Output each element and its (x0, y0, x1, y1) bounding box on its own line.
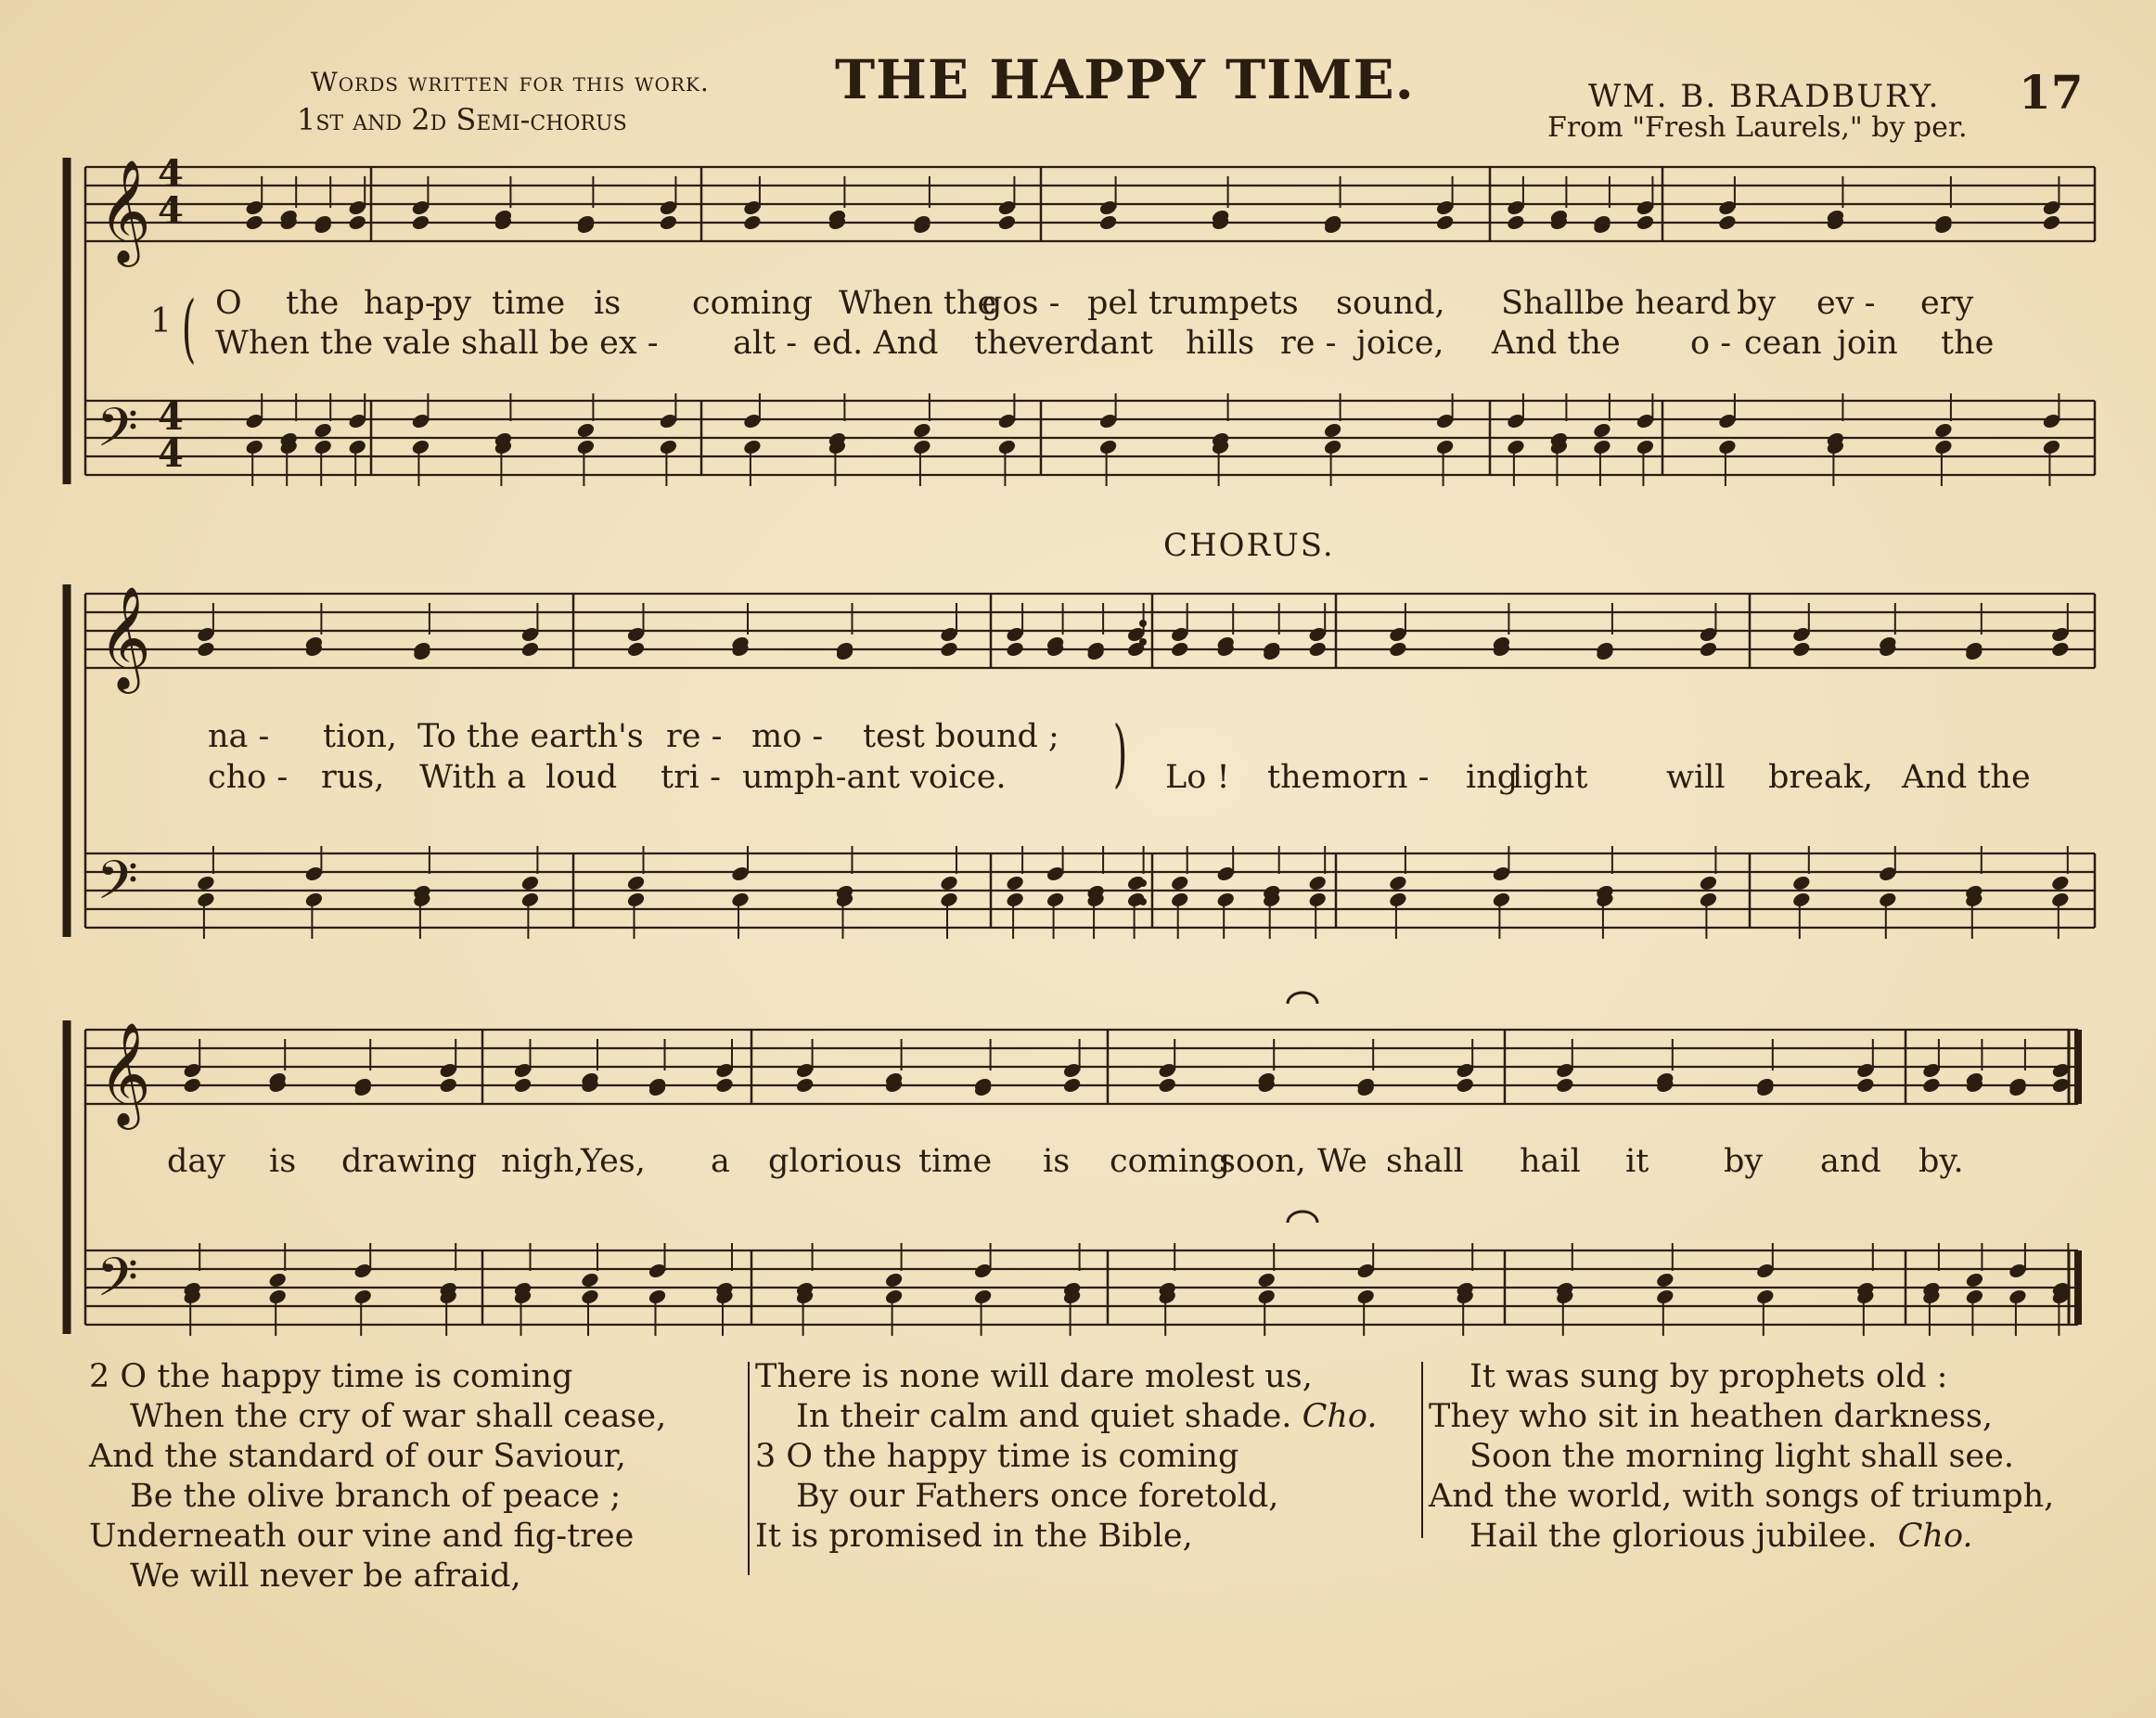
clefs (96, 159, 151, 1322)
lyric-syllable: is (1043, 1143, 1071, 1180)
verse-line: 3 O the happy time is coming (755, 1438, 1239, 1475)
chorus-cue: Cho. (1897, 1518, 1973, 1555)
lyric-syllable: re - (666, 718, 723, 755)
time-signature-treble (158, 152, 184, 233)
note-head (996, 213, 1017, 231)
treble-clef: 𝄞 (98, 1021, 151, 1125)
lyric-syllable: pel (1087, 285, 1138, 322)
note-head (1388, 874, 1408, 891)
lyric-syllable: a (711, 1143, 730, 1180)
lyric-syllable: the (286, 285, 340, 322)
verse-line: Soon the morning light shall see. (1469, 1438, 2014, 1475)
verse-line: Underneath our vine and fig-tree (89, 1518, 635, 1555)
note-head (1455, 1076, 1475, 1094)
lyric-syllable: O (215, 285, 242, 322)
note-head (1307, 891, 1328, 908)
lyric-syllable: With a (419, 759, 527, 796)
lyric-syllable: umph-ant voice. (742, 759, 1007, 796)
verse-line: We will never be afraid, (130, 1558, 521, 1595)
lyric-syllable: tion, (323, 718, 397, 755)
source-credit: From "Fresh Laurels," by per. (1547, 111, 1968, 144)
chorus-label: CHORUS. (1163, 527, 1335, 564)
time-signature-bottom: 4 (158, 432, 184, 476)
note-head (1307, 874, 1328, 891)
fermata (1288, 993, 1317, 1004)
note-head (1435, 213, 1456, 231)
lyric-syllable: sound, (1336, 285, 1445, 322)
verse-line: And the standard of our Saviour, (89, 1438, 626, 1475)
lyric-syllable: time (918, 1143, 993, 1180)
note-head (1964, 1271, 1984, 1288)
note-head (1388, 640, 1408, 658)
note-head (1933, 438, 1954, 455)
note-head (1323, 438, 1343, 455)
note-head (410, 213, 430, 231)
repeat-dot (1139, 879, 1147, 887)
note-head (267, 1271, 288, 1288)
lyric-syllable: by (1724, 1143, 1764, 1180)
note-head (313, 421, 333, 439)
note-head (1555, 1076, 1575, 1094)
lyric-syllable: shall (1386, 1143, 1464, 1180)
lyric-syllable: ev - (1816, 285, 1876, 322)
lyric-syllable: hap- (364, 285, 436, 322)
note-head (347, 213, 367, 231)
note-head (1635, 213, 1655, 231)
note-head (1157, 1076, 1177, 1094)
lyric-syllable: loud (545, 759, 618, 796)
note-head (244, 438, 264, 455)
note-head (996, 438, 1017, 455)
lyric-syllable: is (269, 1143, 297, 1180)
note-head (580, 1271, 600, 1288)
verse-line: 2 O the happy time is coming (89, 1358, 573, 1395)
lyric-syllable: glorious (768, 1143, 903, 1180)
note-head (1964, 1288, 1984, 1305)
note-head (1717, 213, 1738, 231)
lyric-brace: ( (181, 285, 197, 371)
note-head (884, 1288, 905, 1305)
note-head (1005, 640, 1025, 658)
lyric-syllable: Lo ! (1165, 759, 1230, 796)
lyric-syllable: na - (208, 718, 270, 755)
note-head (1098, 213, 1119, 231)
lyric-syllable: mo - (751, 718, 824, 755)
verse-line: They who sit in heathen darkness, (1429, 1398, 1994, 1435)
note-head (1698, 874, 1718, 891)
repeat-dot (1139, 638, 1147, 646)
note-head (714, 1076, 735, 1094)
verse-line: When the cry of war shall cease, (130, 1398, 667, 1435)
note-head (1355, 1288, 1376, 1305)
note-head (912, 421, 932, 439)
lyric-syllable: re - (1280, 325, 1337, 362)
lyric-syllable: nigh, (501, 1143, 584, 1180)
note-head (1435, 438, 1456, 455)
note-head (1878, 891, 1898, 908)
lyric-syllable: by (1737, 285, 1777, 322)
lyric-syllable: ery (1920, 285, 1974, 322)
note-head (575, 421, 596, 439)
note-head (730, 891, 751, 908)
lyric-syllable: alt - (733, 325, 798, 362)
verse-line-text: In their calm and quiet shade. (796, 1398, 1292, 1435)
note-head (520, 640, 540, 658)
note-head (1388, 891, 1408, 908)
treble-clef: 𝄞 (98, 159, 151, 263)
verse-line: By our Fathers once foretold, (796, 1478, 1279, 1515)
note-head (1005, 891, 1025, 908)
verse-line: It is promised in the Bible, (755, 1518, 1193, 1555)
note-head (1698, 891, 1718, 908)
note-head (2050, 640, 2071, 658)
repeat-dot (1139, 620, 1147, 627)
lyric-syllable: light (1512, 759, 1588, 796)
lyric-syllable: When the vale shall be ex - (215, 325, 659, 362)
note-head (1170, 640, 1190, 658)
note-head (410, 438, 430, 455)
verse-line: It was sung by prophets old : (1469, 1358, 1948, 1395)
fermata (1288, 1212, 1317, 1223)
note-head (1655, 1288, 1675, 1305)
lyric-syllable: cho - (208, 759, 289, 796)
lyric-syllable: is (594, 285, 622, 322)
bass-clef: 𝄢 (96, 1246, 139, 1322)
note-head (1791, 874, 1812, 891)
lyric-syllable: cean (1744, 325, 1822, 362)
note-head (658, 438, 678, 455)
lyric-syllable: coming (1110, 1143, 1231, 1180)
lyric-syllable: ed. And (813, 325, 939, 362)
lyric-syllable: When the (839, 285, 997, 322)
words-credit: Words written for this work. (311, 67, 710, 97)
lyric-syllable: verdant (1026, 325, 1154, 362)
note-head (658, 213, 678, 231)
note-head (438, 1076, 458, 1094)
note-head (1215, 891, 1236, 908)
note-head (1791, 891, 1812, 908)
note-head (347, 438, 367, 455)
note-head (1005, 874, 1025, 891)
note-head (182, 1076, 202, 1094)
note-head (520, 891, 540, 908)
note-head (520, 874, 540, 891)
note-head (1170, 874, 1190, 891)
column-divider (748, 1362, 750, 1575)
lyric-syllable: it (1625, 1143, 1649, 1180)
note-head (313, 438, 333, 455)
lyric-syllable: gos - (982, 285, 1060, 322)
verse-line (755, 1397, 1377, 1437)
note-head (2041, 213, 2061, 231)
note-head (1933, 421, 1954, 439)
note-head (1046, 891, 1066, 908)
note-head (267, 1288, 288, 1305)
lyric-syllable: the (1267, 759, 1321, 796)
lyric-syllable: time (492, 285, 566, 322)
note-head (1755, 1288, 1776, 1305)
note-head (1098, 438, 1119, 455)
lyric-syllable: We (1317, 1143, 1367, 1180)
time-signature-top: 4 (158, 395, 184, 439)
lyric-syllable: soon, (1219, 1143, 1306, 1180)
note-head (1921, 1076, 1942, 1094)
note-head (939, 891, 959, 908)
time-signature-top: 4 (158, 152, 184, 196)
note-head (1791, 640, 1812, 658)
verse-column-3 (1429, 1357, 2054, 1557)
note-head (303, 891, 324, 908)
note-head (884, 1271, 905, 1288)
note-head (742, 213, 763, 231)
note-head (575, 438, 596, 455)
note-head (1256, 1288, 1277, 1305)
lyric-brace-close: ) (1112, 710, 1128, 796)
note-head (196, 874, 216, 891)
lyric-syllable: by. (1919, 1143, 1964, 1180)
verse-line: Be the olive branch of peace ; (130, 1478, 622, 1515)
note-head (353, 1288, 373, 1305)
note-head (513, 1076, 533, 1094)
note-head (648, 1288, 668, 1305)
note-head (1506, 438, 1526, 455)
note-head (1698, 640, 1718, 658)
lyric-syllable: will (1666, 759, 1726, 796)
lyric-syllable: py (432, 285, 472, 322)
treble-clef: 𝄞 (98, 585, 151, 689)
note-head (912, 438, 932, 455)
note-head (1717, 438, 1738, 455)
chorus-cue: Cho. (1302, 1398, 1378, 1435)
note-head (2050, 874, 2071, 891)
lyric-syllable: the (974, 325, 1028, 362)
note-head (626, 891, 647, 908)
note-head (1855, 1076, 1876, 1094)
lyric-syllable: morn - (1321, 759, 1430, 796)
column-divider (1421, 1362, 1423, 1538)
part-label: 1st and 2d Semi-chorus (297, 102, 627, 137)
lyric-syllable: trumpets (1149, 285, 1299, 322)
verse-line (1429, 1517, 2054, 1557)
lyric-syllable: tri - (661, 759, 721, 796)
bass-clef: 𝄢 (96, 849, 139, 925)
note-head (1635, 438, 1655, 455)
note-head (939, 874, 959, 891)
note-head (939, 640, 959, 658)
note-head (196, 891, 216, 908)
lyric-syllable: test bound ; (863, 718, 1059, 755)
note-head (1062, 1076, 1083, 1094)
lyric-syllable: joice, (1356, 325, 1444, 362)
note-head (2050, 891, 2071, 908)
lyric-syllable: day (167, 1143, 226, 1180)
note-head (2008, 1288, 2028, 1305)
note-head (1592, 421, 1612, 439)
verse-line: And the world, with songs of triumph, (1429, 1478, 2055, 1515)
bass-clef: 𝄢 (96, 396, 139, 472)
verse-line-text: Hail the glorious jubilee. (1469, 1518, 1878, 1555)
lyric-syllable: the (1941, 325, 1995, 362)
note-head (1506, 213, 1526, 231)
note-head (1170, 891, 1190, 908)
page-number: 17 (2019, 65, 2084, 120)
note-head (626, 640, 647, 658)
lyric-syllable: To the earth's (417, 718, 644, 755)
verse-line: There is none will dare molest us, (755, 1358, 1313, 1395)
note-head (2041, 438, 2061, 455)
note-head (1592, 438, 1612, 455)
time-signature-bottom: 4 (158, 189, 184, 233)
time-signature-bass (158, 395, 184, 476)
note-head (580, 1288, 600, 1305)
note-head (1491, 891, 1511, 908)
lyric-syllable: hills (1186, 325, 1255, 362)
verse-column-2 (755, 1357, 1377, 1557)
lyric-syllable: break, (1768, 759, 1874, 796)
lyric-syllable: be heard (1585, 285, 1731, 322)
note-head (742, 438, 763, 455)
lyric-syllable: Yes, (581, 1143, 646, 1180)
note-head (1256, 1271, 1277, 1288)
lyric-syllable: And the (1492, 325, 1621, 362)
lyric-syllable: Shall (1501, 285, 1585, 322)
composer-credit: WM. B. BRADBURY. (1588, 78, 1941, 115)
note-head (196, 640, 216, 658)
lyric-syllable: join (1837, 325, 1898, 362)
lyric-syllable: drawing (341, 1143, 478, 1180)
lyric-syllable: and (1820, 1143, 1881, 1180)
note-head (1655, 1271, 1675, 1288)
note-head (626, 874, 647, 891)
lyric-syllable: hail (1520, 1143, 1581, 1180)
note-head (973, 1288, 994, 1305)
song-title: THE HAPPY TIME. (835, 48, 1415, 111)
note-head (1307, 640, 1328, 658)
lyric-syllable: o - (1690, 325, 1732, 362)
note-head (244, 213, 264, 231)
verse-number: 1 (150, 302, 172, 340)
lyric-syllable: And the (1902, 759, 2031, 796)
lyric-syllable: coming (692, 285, 814, 322)
note-head (1323, 421, 1343, 439)
verse-column-1 (89, 1357, 666, 1596)
note-head (795, 1076, 815, 1094)
lyric-syllable: rus, (321, 759, 385, 796)
lyric-syllable: ing (1466, 759, 1519, 796)
repeat-dot (1139, 898, 1147, 905)
